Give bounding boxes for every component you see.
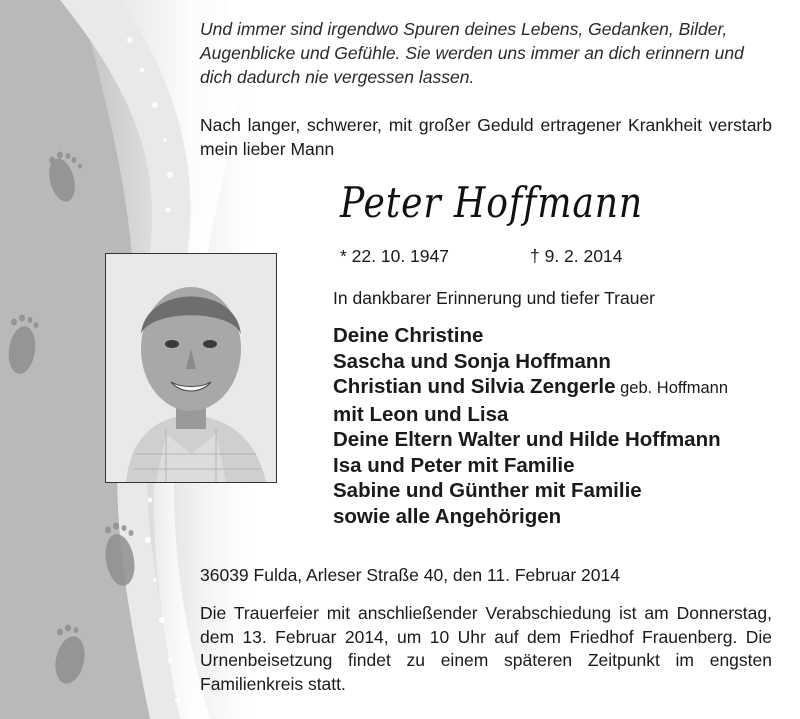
birth-date: * 22. 10. 1947 [340, 246, 449, 266]
deceased-name: Peter Hoffmann [340, 178, 644, 227]
funeral-info: Die Trauerfeier mit anschließender Verabschiedung ist am Donnerstag, dem 13. Februar 2014, um 10 Uhr auf dem Friedhof Frauenberg. Die Urnenbeisetzung findet zu einem späteren Zeitpunkt im engsten Familienkreis statt. [200, 603, 772, 694]
opening-statement: Nach langer, schwerer, mit großer Geduld ertragener Krankheit verstarb mein lieber Mann [200, 115, 772, 159]
mourner: Deine Christine [333, 324, 484, 347]
mourner: Deine Eltern Walter und Hilde Hoffmann [333, 428, 721, 451]
intro-poem: Und immer sind irgendwo Spuren deines Lebens, Gedanken, Bilder, Augenblicke und Gefühle. Sie werden uns immer an dich erinnern und dich dadurch nie vergessen lassen. [200, 19, 744, 87]
death-date: † 9. 2. 2014 [530, 246, 623, 266]
portrait-image [106, 254, 276, 482]
address-date: 36039 Fulda, Arleser Straße 40, den 11. Februar 2014 [200, 565, 620, 585]
mourner: Sabine und Günther mit Familie [333, 479, 642, 502]
mourner: sowie alle Angehörigen [333, 504, 562, 528]
mourner: Isa und Peter mit Familie [333, 453, 575, 477]
mourner: Christian und Silvia Zengerle geb. Hoffmann [333, 375, 729, 398]
mourners-list [333, 323, 728, 529]
portrait-photo [105, 253, 277, 483]
mourner: Sascha und Sonja Hoffmann [333, 349, 611, 373]
memory-line: In dankbarer Erinnerung und tiefer Trauer [333, 288, 655, 308]
maiden-name-note: geb. Hoffmann [615, 379, 729, 397]
mourner: mit Leon und Lisa [333, 402, 509, 426]
